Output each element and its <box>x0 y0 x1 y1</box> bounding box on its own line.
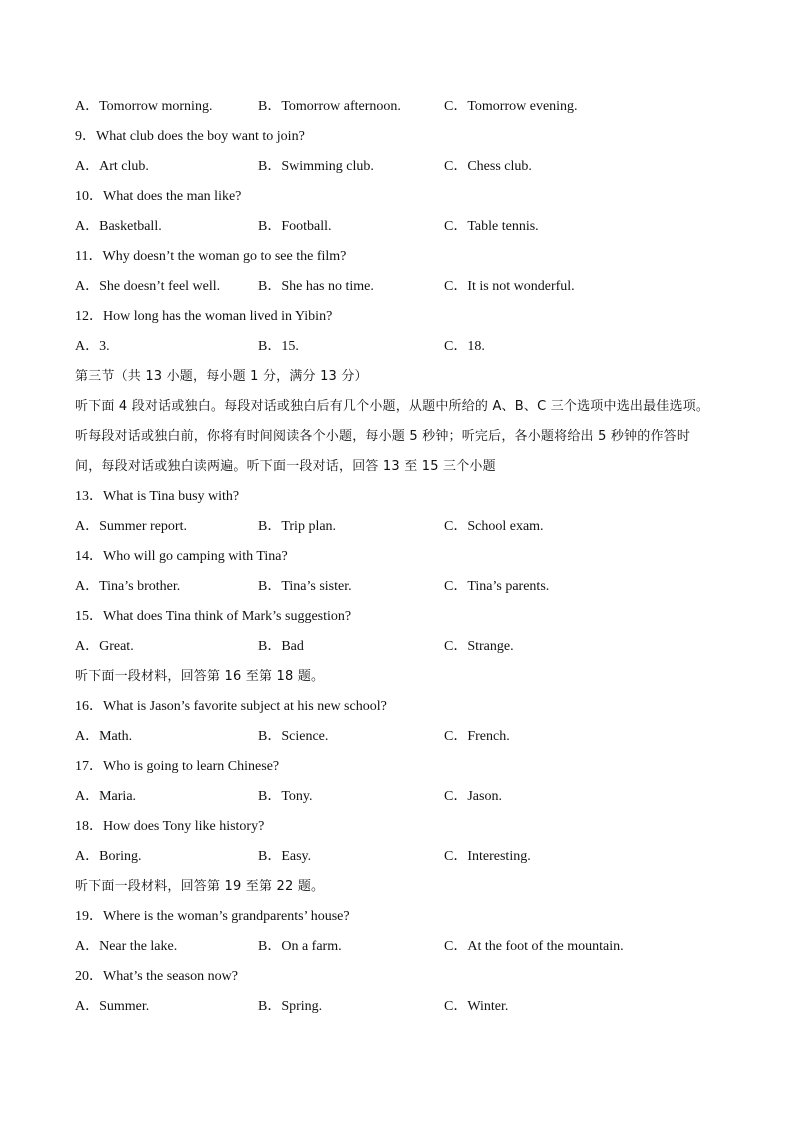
option-a: A．3. <box>75 339 110 354</box>
option-c: C．Chess club. <box>444 159 532 174</box>
section-3-instruction-1: 听下面 4 段对话或独白。每段对话或独白后有几个小题，从题中所给的 A、B、C 三个选项中选出最佳选项。 <box>75 399 710 414</box>
q13-options-row <box>75 512 765 542</box>
option-a: A．Basketball. <box>75 219 162 234</box>
option-c: C．Jason. <box>444 789 502 804</box>
option-a: A．Near the lake. <box>75 939 178 954</box>
question-14: 14．Who will go camping with Tina? <box>75 549 288 564</box>
option-b: B．Football. <box>258 219 332 234</box>
q19-options-row <box>75 932 765 962</box>
question-16: 16．What is Jason’s favorite subject at his new school? <box>75 699 387 714</box>
option-b: B．Tony. <box>258 789 313 804</box>
option-a: A．Boring. <box>75 849 142 864</box>
option-c: C．Tina’s parents. <box>444 579 550 594</box>
section-3-heading: 第三节（共 13 小题，每小题 1 分，满分 13 分） <box>75 369 368 384</box>
option-a: A．Math. <box>75 729 133 744</box>
option-c: C．At the foot of the mountain. <box>444 939 624 954</box>
question-17: 17．Who is going to learn Chinese? <box>75 759 280 774</box>
question-12: 12．How long has the woman lived in Yibin? <box>75 309 333 324</box>
q17-options-row <box>75 782 765 812</box>
option-c: C．Table tennis. <box>444 219 539 234</box>
option-a: A．Maria. <box>75 789 137 804</box>
group-3-intro: 听下面一段材料，回答第 19 至第 22 题。 <box>75 879 325 894</box>
option-b: B．Trip plan. <box>258 519 337 534</box>
question-10: 10．What does the man like? <box>75 189 242 204</box>
group-2-intro: 听下面一段材料，回答第 16 至第 18 题。 <box>75 669 325 684</box>
option-c: C．French. <box>444 729 510 744</box>
option-c: C．18. <box>444 339 485 354</box>
q9-options-row <box>75 152 765 182</box>
q14-options-row <box>75 572 765 602</box>
question-19: 19．Where is the woman’s grandparents’ house? <box>75 909 350 924</box>
q16-options-row <box>75 722 765 752</box>
option-a: A．Art club. <box>75 159 149 174</box>
option-b: B．Easy. <box>258 849 312 864</box>
option-c: C．Strange. <box>444 639 514 654</box>
option-b: B．Science. <box>258 729 329 744</box>
q8-options-row <box>75 92 765 122</box>
question-11: 11．Why doesn’t the woman go to see the film? <box>75 249 347 264</box>
option-b: B．On a farm. <box>258 939 342 954</box>
option-c: C．Interesting. <box>444 849 531 864</box>
q18-options-row <box>75 842 765 872</box>
option-c: C．School exam. <box>444 519 544 534</box>
question-20: 20．What’s the season now? <box>75 969 238 984</box>
option-a: A．Tina’s brother. <box>75 579 181 594</box>
option-b: B．Spring. <box>258 999 323 1014</box>
option-a: A．Summer report. <box>75 519 187 534</box>
question-9: 9．What club does the boy want to join? <box>75 129 305 144</box>
option-c: C．Winter. <box>444 999 509 1014</box>
option-b: B．Tomorrow afternoon. <box>258 99 401 114</box>
option-c: C．It is not wonderful. <box>444 279 575 294</box>
section-3-instruction-2: 听每段对话或独白前，你将有时间阅读各个小题，每小题 5 秒钟；听完后，各小题将给出 5 秒钟的作答时 <box>75 429 691 444</box>
q10-options-row <box>75 212 765 242</box>
q11-options-row <box>75 272 765 302</box>
option-b: B．Swimming club. <box>258 159 374 174</box>
section-3-instruction-3: 间，每段对话或独白读两遍。听下面一段对话，回答 13 至 15 三个小题 <box>75 459 496 474</box>
q20-options-row <box>75 992 765 1022</box>
option-b: B．Tina’s sister. <box>258 579 352 594</box>
option-b: B．15. <box>258 339 299 354</box>
q15-options-row <box>75 632 765 662</box>
question-18: 18．How does Tony like history? <box>75 819 265 834</box>
question-13: 13．What is Tina busy with? <box>75 489 240 504</box>
option-a: A．Great. <box>75 639 134 654</box>
question-15: 15．What does Tina think of Mark’s suggestion? <box>75 609 352 624</box>
exam-page <box>75 92 765 1022</box>
option-a: A．She doesn’t feel well. <box>75 279 221 294</box>
option-a: A．Summer. <box>75 999 150 1014</box>
q12-options-row <box>75 332 765 362</box>
option-c: C．Tomorrow evening. <box>444 99 578 114</box>
option-a: A．Tomorrow morning. <box>75 99 213 114</box>
option-b: B．Bad <box>258 639 304 654</box>
option-b: B．She has no time. <box>258 279 374 294</box>
